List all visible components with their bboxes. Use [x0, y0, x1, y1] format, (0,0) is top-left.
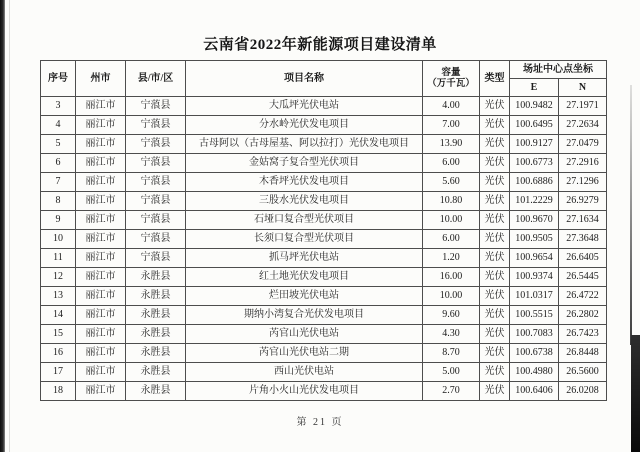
cell-prefecture: 丽江市 [76, 154, 126, 173]
cell-index: 8 [41, 192, 76, 211]
header-capacity-line1: 容量 [441, 67, 461, 78]
cell-index: 11 [41, 249, 76, 268]
cell-type: 光伏 [480, 116, 510, 135]
cell-index: 3 [41, 97, 76, 116]
cell-coord-e: 100.7083 [510, 325, 559, 344]
cell-capacity: 13.90 [423, 135, 480, 154]
cell-county: 宁蒗县 [126, 135, 186, 154]
cell-coord-e: 100.5515 [510, 306, 559, 325]
cell-type: 光伏 [480, 249, 510, 268]
cell-capacity: 4.30 [423, 325, 480, 344]
cell-prefecture: 丽江市 [76, 230, 126, 249]
header-coordinates: 场址中心点坐标 [510, 61, 607, 79]
cell-index: 4 [41, 116, 76, 135]
table-row [41, 268, 607, 287]
cell-capacity: 16.00 [423, 268, 480, 287]
header-project: 项目名称 [186, 61, 423, 97]
table-row [41, 135, 607, 154]
cell-project-name: 片角小火山光伏发电项目 [186, 382, 423, 401]
cell-capacity: 10.80 [423, 192, 480, 211]
table-row [41, 382, 607, 401]
cell-coord-e: 100.9654 [510, 249, 559, 268]
table-row [41, 363, 607, 382]
header-prefecture: 州市 [76, 61, 126, 97]
cell-type: 光伏 [480, 135, 510, 154]
cell-index: 13 [41, 287, 76, 306]
cell-index: 5 [41, 135, 76, 154]
cell-type: 光伏 [480, 382, 510, 401]
cell-index: 14 [41, 306, 76, 325]
cell-project-name: 红土地光伏发电项目 [186, 268, 423, 287]
cell-index: 9 [41, 211, 76, 230]
cell-capacity: 2.70 [423, 382, 480, 401]
cell-type: 光伏 [480, 230, 510, 249]
cell-coord-e: 100.9127 [510, 135, 559, 154]
cell-county: 宁蒗县 [126, 97, 186, 116]
scan-edge-right-block [631, 335, 640, 452]
cell-prefecture: 丽江市 [76, 211, 126, 230]
cell-coord-n: 26.0208 [559, 382, 607, 401]
scan-edge-right-line [630, 85, 632, 345]
cell-project-name: 抓马坪光伏电站 [186, 249, 423, 268]
header-capacity-line2: （万千瓦） [427, 78, 475, 89]
cell-coord-e: 100.6773 [510, 154, 559, 173]
cell-county: 宁蒗县 [126, 116, 186, 135]
cell-capacity: 10.00 [423, 211, 480, 230]
table-row [41, 173, 607, 192]
cell-type: 光伏 [480, 97, 510, 116]
cell-capacity: 1.20 [423, 249, 480, 268]
cell-county: 宁蒗县 [126, 192, 186, 211]
table-row [41, 230, 607, 249]
cell-prefecture: 丽江市 [76, 97, 126, 116]
cell-project-name: 三股水光伏发电项目 [186, 192, 423, 211]
cell-project-name: 芮官山光伏电站 [186, 325, 423, 344]
cell-prefecture: 丽江市 [76, 325, 126, 344]
cell-coord-e: 100.9374 [510, 268, 559, 287]
table-row [41, 192, 607, 211]
cell-index: 18 [41, 382, 76, 401]
cell-prefecture: 丽江市 [76, 287, 126, 306]
cell-coord-e: 100.4980 [510, 363, 559, 382]
cell-prefecture: 丽江市 [76, 116, 126, 135]
cell-coord-e: 100.6406 [510, 382, 559, 401]
cell-capacity: 5.00 [423, 363, 480, 382]
cell-coord-e: 100.6738 [510, 344, 559, 363]
cell-project-name: 长须口复合型光伏项目 [186, 230, 423, 249]
table-header [41, 61, 607, 97]
cell-type: 光伏 [480, 173, 510, 192]
cell-prefecture: 丽江市 [76, 135, 126, 154]
cell-coord-n: 27.1296 [559, 173, 607, 192]
cell-capacity: 10.00 [423, 287, 480, 306]
cell-prefecture: 丽江市 [76, 344, 126, 363]
cell-project-name: 大瓜坪光伏电站 [186, 97, 423, 116]
cell-index: 6 [41, 154, 76, 173]
table-row [41, 306, 607, 325]
cell-coord-n: 26.5445 [559, 268, 607, 287]
cell-coord-n: 26.5600 [559, 363, 607, 382]
cell-coord-e: 100.9482 [510, 97, 559, 116]
cell-county: 宁蒗县 [126, 154, 186, 173]
cell-prefecture: 丽江市 [76, 173, 126, 192]
cell-prefecture: 丽江市 [76, 192, 126, 211]
cell-coord-n: 27.3648 [559, 230, 607, 249]
cell-index: 15 [41, 325, 76, 344]
cell-coord-e: 100.6495 [510, 116, 559, 135]
cell-coord-n: 26.2802 [559, 306, 607, 325]
cell-county: 宁蒗县 [126, 173, 186, 192]
cell-project-name: 期纳小湾复合光伏发电项目 [186, 306, 423, 325]
cell-county: 永胜县 [126, 344, 186, 363]
scan-edge-left-faint [9, 0, 10, 452]
page-number: 第 21 页 [296, 417, 344, 428]
cell-project-name: 分水岭光伏发电项目 [186, 116, 423, 135]
cell-capacity: 9.60 [423, 306, 480, 325]
cell-county: 宁蒗县 [126, 230, 186, 249]
cell-capacity: 4.00 [423, 97, 480, 116]
cell-prefecture: 丽江市 [76, 268, 126, 287]
cell-county: 永胜县 [126, 363, 186, 382]
cell-prefecture: 丽江市 [76, 306, 126, 325]
cell-capacity: 8.70 [423, 344, 480, 363]
table-row [41, 211, 607, 230]
table-row [41, 344, 607, 363]
cell-capacity: 5.60 [423, 173, 480, 192]
cell-capacity: 7.00 [423, 116, 480, 135]
table-row [41, 154, 607, 173]
cell-type: 光伏 [480, 363, 510, 382]
cell-county: 永胜县 [126, 306, 186, 325]
cell-coord-n: 26.8448 [559, 344, 607, 363]
table-row [41, 325, 607, 344]
cell-type: 光伏 [480, 211, 510, 230]
cell-index: 17 [41, 363, 76, 382]
header-county: 县/市/区 [126, 61, 186, 97]
cell-type: 光伏 [480, 325, 510, 344]
cell-prefecture: 丽江市 [76, 363, 126, 382]
cell-type: 光伏 [480, 268, 510, 287]
header-coord-n: N [559, 79, 607, 97]
cell-county: 永胜县 [126, 382, 186, 401]
cell-prefecture: 丽江市 [76, 382, 126, 401]
header-coord-e: E [510, 79, 559, 97]
cell-coord-n: 26.6405 [559, 249, 607, 268]
cell-index: 10 [41, 230, 76, 249]
cell-capacity: 6.00 [423, 154, 480, 173]
cell-project-name: 芮官山光伏电站二期 [186, 344, 423, 363]
cell-project-name: 烂田坡光伏电站 [186, 287, 423, 306]
cell-index: 7 [41, 173, 76, 192]
cell-capacity: 6.00 [423, 230, 480, 249]
cell-county: 宁蒗县 [126, 249, 186, 268]
cell-project-name: 金姑窝子复合型光伏项目 [186, 154, 423, 173]
cell-project-name: 石垭口复合型光伏项目 [186, 211, 423, 230]
cell-coord-e: 100.9505 [510, 230, 559, 249]
cell-coord-n: 26.7423 [559, 325, 607, 344]
cell-coord-n: 26.9279 [559, 192, 607, 211]
table-row [41, 97, 607, 116]
cell-prefecture: 丽江市 [76, 249, 126, 268]
projects-table [40, 60, 607, 401]
cell-coord-n: 27.1971 [559, 97, 607, 116]
cell-type: 光伏 [480, 287, 510, 306]
cell-coord-e: 101.0317 [510, 287, 559, 306]
table-row [41, 249, 607, 268]
cell-coord-n: 27.0479 [559, 135, 607, 154]
cell-project-name: 木香坪光伏发电项目 [186, 173, 423, 192]
cell-coord-n: 27.1634 [559, 211, 607, 230]
cell-coord-e: 100.9670 [510, 211, 559, 230]
cell-coord-n: 26.4722 [559, 287, 607, 306]
cell-index: 16 [41, 344, 76, 363]
table-row [41, 287, 607, 306]
header-type: 类型 [480, 61, 510, 97]
cell-project-name: 西山光伏电站 [186, 363, 423, 382]
cell-county: 永胜县 [126, 268, 186, 287]
table-row [41, 116, 607, 135]
cell-project-name: 古母阿以（古母屋基、阿以拉打）光伏发电项目 [186, 135, 423, 154]
cell-coord-n: 27.2916 [559, 154, 607, 173]
header-capacity [423, 61, 480, 97]
document-title: 云南省2022年新能源项目建设清单 [203, 37, 437, 53]
cell-county: 永胜县 [126, 287, 186, 306]
cell-coord-n: 27.2634 [559, 116, 607, 135]
cell-type: 光伏 [480, 306, 510, 325]
cell-county: 宁蒗县 [126, 211, 186, 230]
cell-coord-e: 100.6886 [510, 173, 559, 192]
cell-type: 光伏 [480, 344, 510, 363]
cell-type: 光伏 [480, 192, 510, 211]
header-index: 序号 [41, 61, 76, 97]
cell-type: 光伏 [480, 154, 510, 173]
scan-edge-left [0, 0, 5, 452]
table-body [41, 97, 607, 401]
cell-county: 永胜县 [126, 325, 186, 344]
cell-index: 12 [41, 268, 76, 287]
cell-coord-e: 101.2229 [510, 192, 559, 211]
